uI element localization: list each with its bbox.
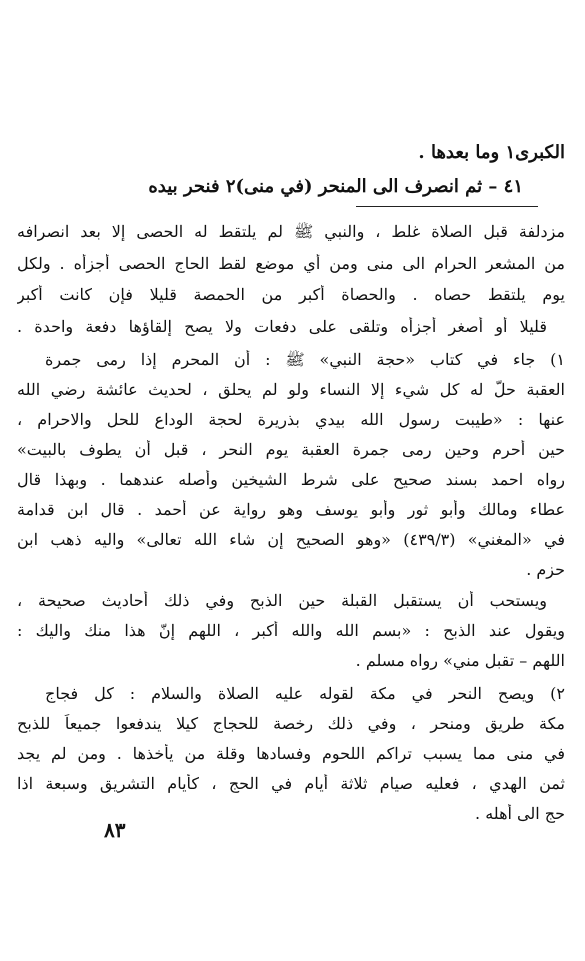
footnote-2-line-3: في منى مما يسبب تراكم اللحوم وفسادها وقلة من يأخذها . ومن لم يجد xyxy=(17,744,565,763)
footnote-1b-line-1: ويستحب أن يستقبل القبلة حين الذبح وفي ذلك أحاديث صحيحة ، xyxy=(17,591,547,610)
footnote-1-line-6: عطاء ومالك وأبو ثور وأبو يوسف وهو رواية عن أحمد . قال ابن قدامة xyxy=(17,500,565,519)
footnote-1b-line-2: ويقول عند الذبح : «بسم الله والله أكبر ، اللهم إنّ هذا منك واليك : xyxy=(17,621,565,640)
page-number: ٨٣ xyxy=(104,818,126,842)
main-line-3: يوم يلتقط حصاه . والحصاة أكبر من الحمصة قليلا فإن كانت أكبر xyxy=(17,285,565,304)
section-heading: ٤١ – ثم انصرف الى المنحر (في منى)٢ فنحر بيده xyxy=(148,176,523,197)
footnote-1-line-7: في «المغني» (٤٣٩/٣) «وهو الصحيح إن شاء الله تعالى» واليه ذهب ابن xyxy=(17,530,565,549)
main-line-4: قليلا أو أصغر أجزأه وتلقى على دفعات ولا يصح إلقاؤها دفعة واحدة . xyxy=(17,317,547,336)
main-line-2: من المشعر الحرام الى منى ومن أي موضع لقط الحاج الحصى أجزأه . ولكل xyxy=(17,254,565,273)
footnote-1-line-1: ١) جاء في كتاب «حجة النبي» ﷺ : أن المحرم إذا رمى جمرة xyxy=(45,350,565,369)
heading-line-1: الكبرى١ وما بعدها . xyxy=(418,142,565,163)
main-line-1: مزدلفة قبل الصلاة غلط ، والنبي ﷺ لم يلتقط له الحصى إلا بعد انصرافه xyxy=(17,222,565,241)
footnote-2-line-1: ٢) ويصح النحر في مكة لقوله عليه الصلاة والسلام : كل فجاج xyxy=(45,684,565,703)
divider-rule xyxy=(356,206,538,207)
footnote-1-line-5: رواه احمد بسند صحيح على شرط الشيخين وأصله عندهما . وبهذا قال xyxy=(17,470,565,489)
footnote-1-line-8: حزم . xyxy=(526,560,565,579)
footnote-1-line-2: العقبة حلّ له كل شيء إلا النساء ولو لم يحلق ، لحديث عائشة رضي الله xyxy=(17,380,565,399)
footnote-1-line-3: عنها : «طيبت رسول الله بيدي بذريرة لحجة الوداع للحل والاحرام ، xyxy=(17,410,565,429)
footnote-1-line-4: حين أحرم وحين رمى جمرة العقبة يوم النحر ، قبل أن يطوف بالبيت» xyxy=(17,440,565,459)
footnote-2-line-2: مكة طريق ومنحر ، وفي ذلك رخصة للحجاج كيلا يندفعوا جميعاً للذبح xyxy=(17,714,565,733)
footnote-1b-line-3: اللهم – تقبل مني» رواه مسلم . xyxy=(355,651,565,670)
footnote-2-line-4: ثمن الهدي ، فعليه صيام ثلاثة أيام في الحج ، كأيام التشريق وسبعة اذا xyxy=(17,774,565,793)
footnote-2-line-5: حج الى أهله . xyxy=(475,804,565,823)
